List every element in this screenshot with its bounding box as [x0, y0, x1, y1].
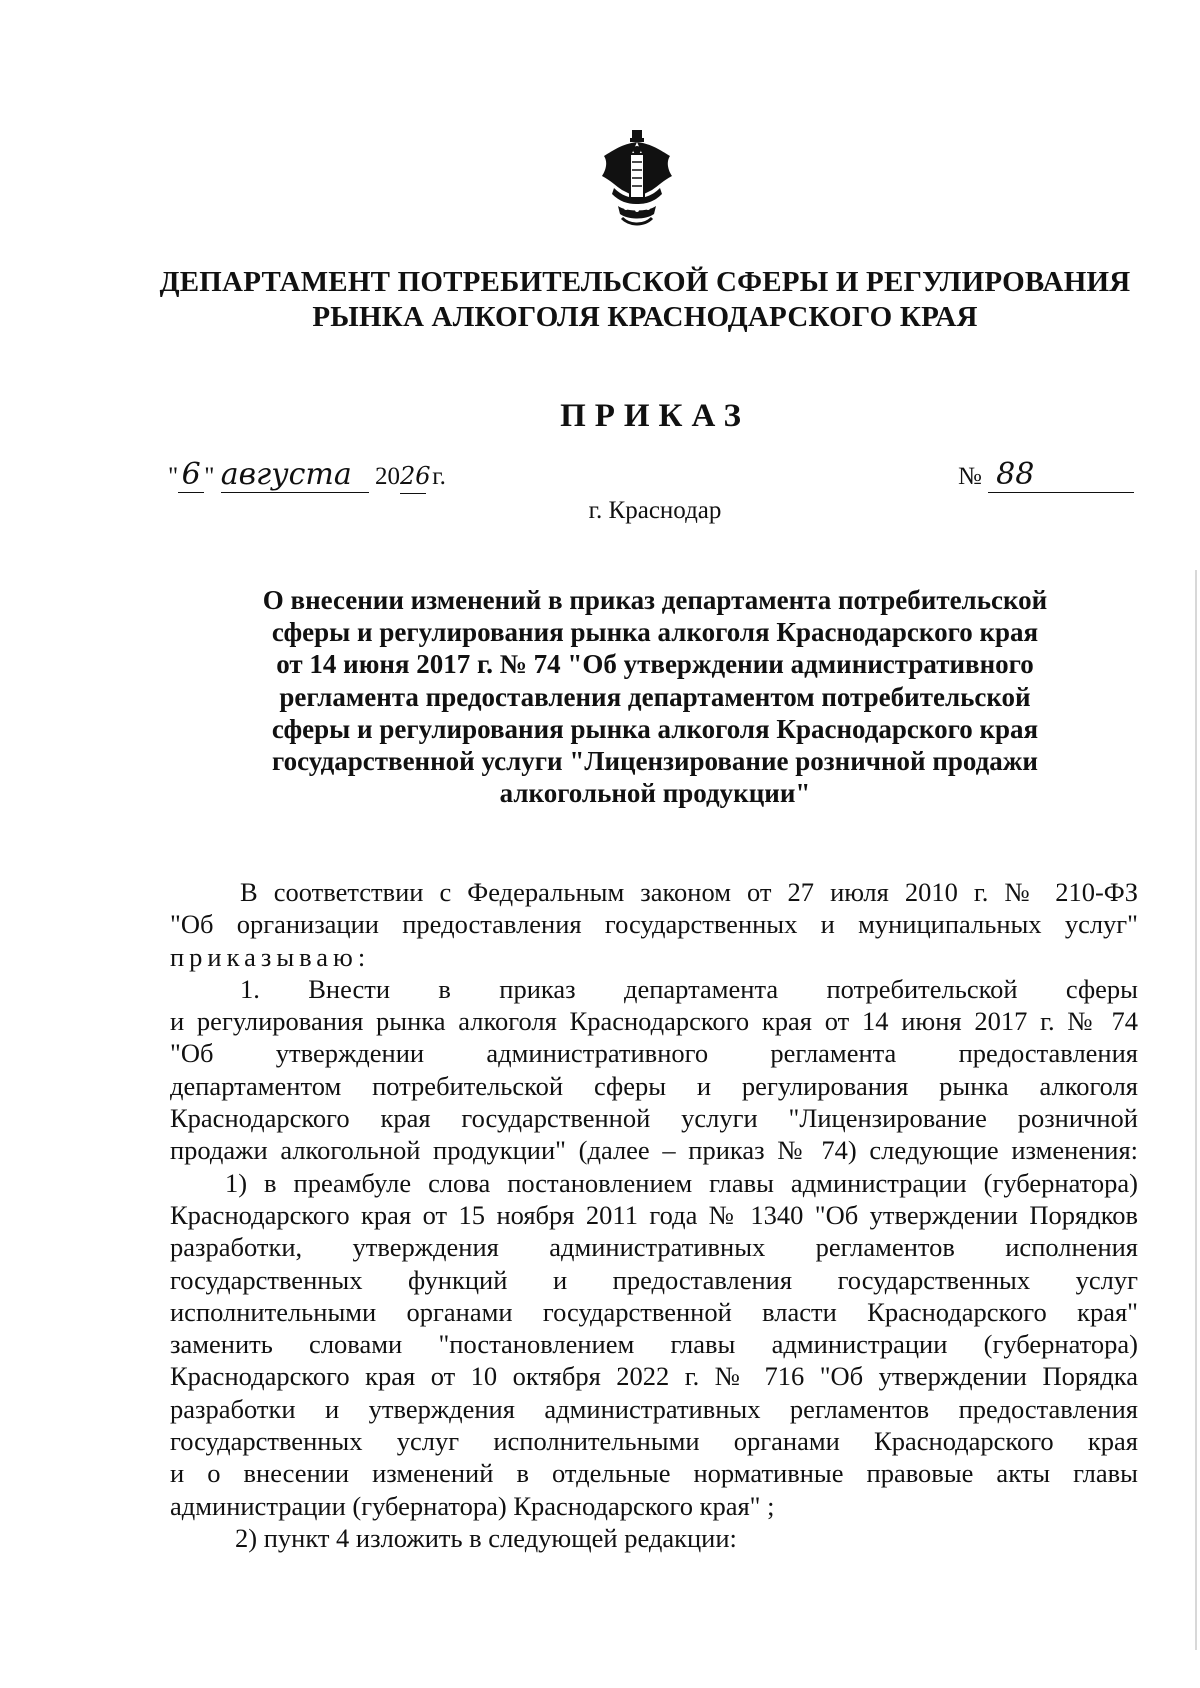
date-month: августа: [221, 458, 369, 493]
body-line: департаментом потребительской сферы и регулирования рынка алкоголя: [170, 1070, 1138, 1101]
subject-line: сферы и регулирования рынка алкоголя Краснодарского края: [271, 713, 1039, 744]
subject-line: О внесении изменений в приказ департамента потребительской: [262, 585, 1048, 615]
body-line: В соответствии с Федеральным законом от 27 июля 2010 г. № 210-ФЗ: [240, 877, 1138, 907]
body-line: государственных услуг исполнительными органами Краснодарского края: [170, 1426, 1138, 1457]
body-line: заменить словами "постановлением главы администрации (губернатора): [170, 1329, 1138, 1360]
department-name-line: РЫНКА АЛКОГОЛЯ КРАСНОДАРСКОГО КРАЯ: [312, 301, 978, 333]
order-number: [958, 458, 1134, 493]
body-line: продажи алкогольной продукции" (далее – приказ № 74) следующие изменения:: [170, 1135, 1138, 1166]
subject-line: от 14 июня 2017 г. № 74 "Об утверждении административного: [276, 649, 1034, 680]
number-value: 88: [988, 458, 1134, 493]
date-year-prefix: 20: [374, 463, 400, 490]
document-subject: [200, 584, 1110, 809]
body-line: приказываю:: [170, 941, 371, 972]
number-label: №: [958, 463, 982, 490]
date-day: 6: [178, 458, 204, 493]
scan-edge-divider: [1195, 570, 1197, 1650]
body-line: 1) в преамбуле слова постановлением главы администрации (губернатора): [225, 1167, 1138, 1198]
body-line: 1. Внести в приказ департамента потребительской сферы: [240, 973, 1138, 1004]
body-line: и регулирования рынка алкоголя Краснодарского края от 14 июня 2017 г. № 74: [170, 1006, 1138, 1037]
coat-of-arms-icon: [600, 128, 674, 228]
body-line: исполнительными органами государственной власти Краснодарского края": [170, 1296, 1138, 1327]
body-line: "Об утверждении административного регламента предоставления: [170, 1038, 1138, 1069]
date-quote: ": [204, 463, 215, 490]
department-name-line: ДЕПАРТАМЕНТ ПОТРЕБИТЕЛЬСКОЙ СФЕРЫ И РЕГУЛИРОВАНИЯ: [159, 266, 1131, 298]
body-line: разработки и утверждения административных регламентов предоставления: [170, 1393, 1138, 1424]
body-line: 2) пункт 4 изложить в следующей редакции:: [235, 1522, 737, 1553]
document-type-title: ПРИКАЗ: [560, 398, 750, 434]
body-line: Краснодарского края государственной услуги "Лицензирование розничной: [170, 1103, 1138, 1134]
subject-line: сферы и регулирования рынка алкоголя Краснодарского края: [271, 617, 1039, 648]
document-body: [170, 876, 1138, 1554]
body-line: "Об организации предоставления государственных и муниципальных услуг": [170, 909, 1138, 940]
date-quote: ": [168, 463, 179, 490]
body-line: администрации (губернатора) Краснодарского края" ;: [170, 1490, 775, 1521]
body-line: разработки, утверждения административных регламентов исполнения: [170, 1232, 1138, 1263]
department-name: [150, 265, 1140, 335]
date-year: 26: [400, 459, 426, 494]
subject-line: государственной услуги "Лицензирование розничной продажи: [272, 746, 1038, 777]
body-line: Краснодарского края от 15 ноября 2011 года № 1340 "Об утверждении Порядков: [170, 1199, 1138, 1230]
body-line: государственных функций и предоставления государственных услуг: [170, 1264, 1138, 1295]
subject-line: регламента предоставления департаментом потребительской: [279, 681, 1031, 712]
city: г. Краснодар: [588, 497, 722, 524]
order-date: [168, 458, 446, 494]
date-year-unit: г.: [432, 463, 446, 490]
body-line: и о внесении изменений в отдельные нормативные правовые акты главы: [170, 1458, 1138, 1489]
subject-line: алкогольной продукции": [499, 778, 811, 809]
body-line: Краснодарского края от 10 октября 2022 г. № 716 "Об утверждении Порядка: [170, 1361, 1138, 1392]
